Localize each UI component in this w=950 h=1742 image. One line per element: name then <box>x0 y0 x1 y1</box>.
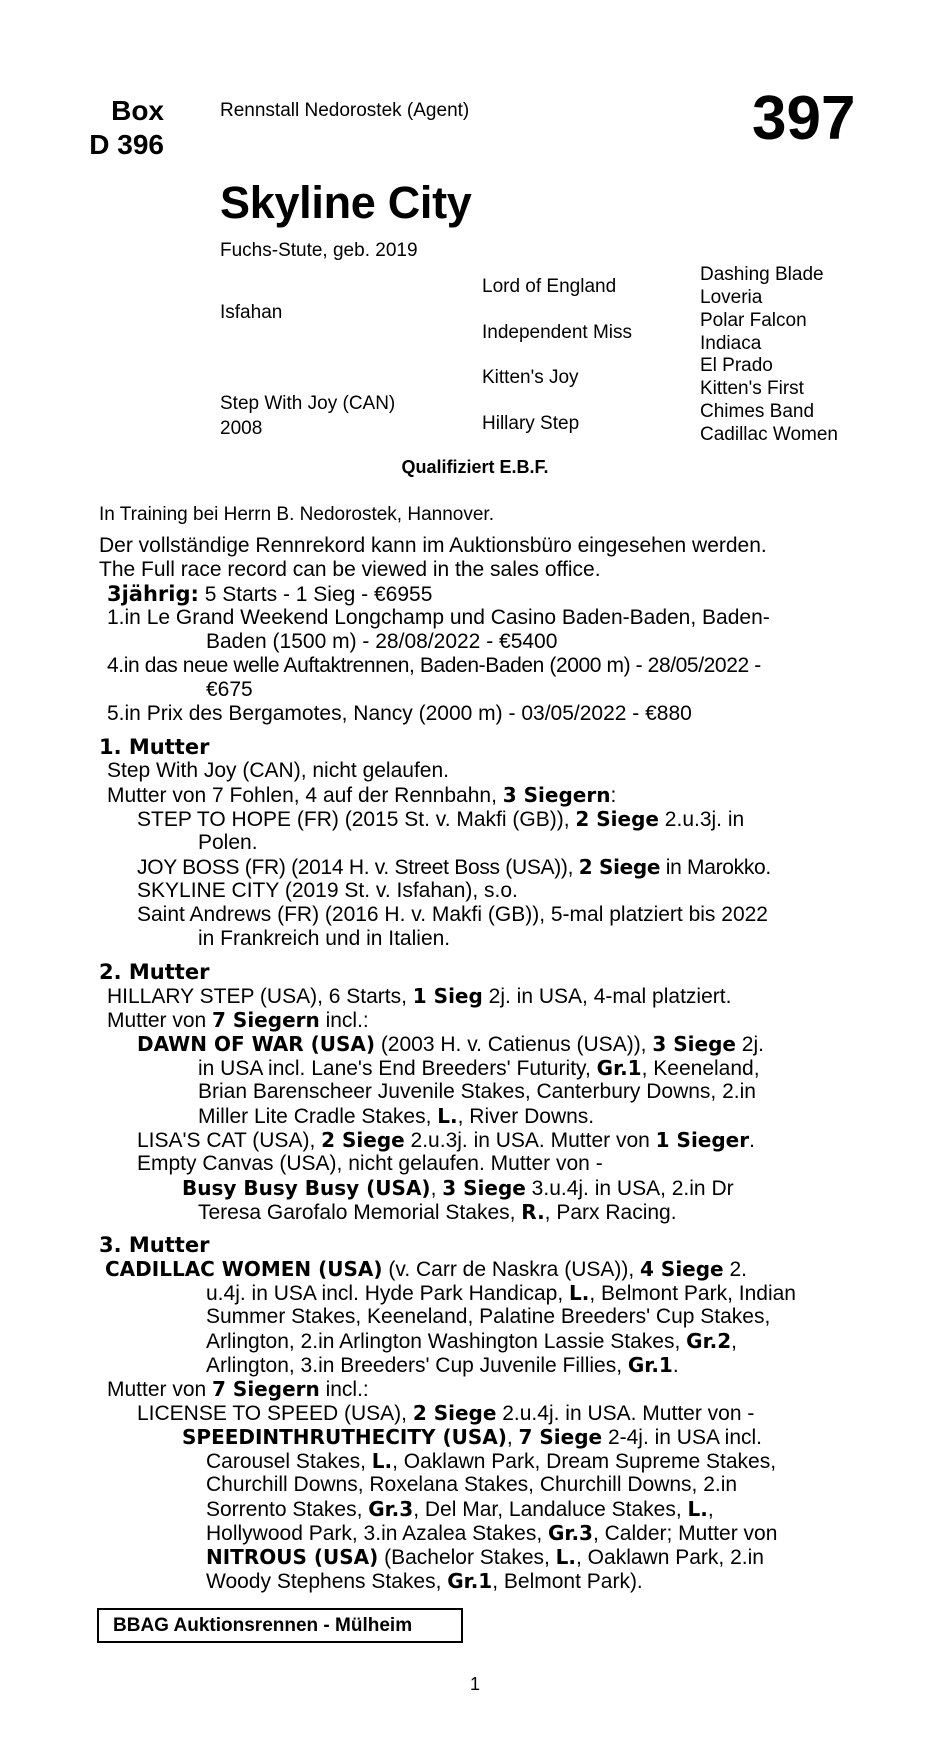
mutter3-produce: Mutter von 7 Siegern incl.: <box>107 1377 369 1401</box>
mutter1-produce: Mutter von 7 Fohlen, 4 auf der Rennbahn, 3 Siegern: <box>107 783 617 807</box>
mutter2-heading: 2. Mutter <box>99 960 210 984</box>
auction-race-box: BBAG Auktionsrennen - Mülheim <box>97 1608 463 1643</box>
race-result-1-cont: Baden (1500 m) - 28/08/2022 - €5400 <box>206 630 558 653</box>
mutter2-dam: HILLARY STEP (USA), 6 Starts, 1 Sieg 2j. in USA, 4-mal platziert. <box>107 984 732 1008</box>
horse-name: Skyline City <box>220 177 472 228</box>
pedigree-sire: Isfahan <box>220 302 283 323</box>
mutter2-offspring-lisas-cat: LISA'S CAT (USA), 2 Siege 2.u.3j. in USA. Mutter von 1 Sieger. <box>137 1128 755 1152</box>
race-result-1: 1.in Le Grand Weekend Longchamp und Casino Baden-Baden, Baden- <box>107 606 770 629</box>
mutter1-offspring-4: Saint Andrews (FR) (2016 H. v. Makfi (GB)), 5-mal platziert bis 2022 <box>137 903 768 926</box>
mutter3-offspring-license-to-speed: LICENSE TO SPEED (USA), 2 Siege 2.u.4j. in USA. Mutter von - <box>137 1401 755 1425</box>
mutter3-speedinthruthecity-cont-2: Churchill Downs, Roxelana Stakes, Churchill Downs, 2.in <box>206 1473 738 1496</box>
mutter2-busy-busy-busy: Busy Busy Busy (USA), 3 Siege 3.u.4j. in USA, 2.in Dr <box>182 1176 734 1200</box>
mutter1-offspring-3: SKYLINE CITY (2019 St. v. Isfahan), s.o. <box>137 879 518 902</box>
horse-description: Fuchs-Stute, geb. 2019 <box>220 240 418 261</box>
mutter2-dawn-of-war-cont-1: in USA incl. Lane's End Breeders' Futurity, Gr.1, Keeneland, <box>198 1056 760 1080</box>
pedigree-ggp-8: Cadillac Women <box>700 424 838 445</box>
mutter1-offspring-2: JOY BOSS (FR) (2014 H. v. Street Boss (USA)), 2 Siege in Marokko. <box>137 855 771 879</box>
race-result-2-cont: €675 <box>206 678 253 701</box>
pedigree-granddam-paternal: Independent Miss <box>482 322 632 343</box>
mutter3-dam-cont-2: Summer Stakes, Keeneland, Palatine Breeders' Cup Stakes, <box>206 1305 771 1328</box>
mutter2-offspring-empty-canvas: Empty Canvas (USA), nicht gelaufen. Mutter von - <box>137 1152 603 1175</box>
mutter2-busy-busy-busy-cont: Teresa Garofalo Memorial Stakes, R., Parx Racing. <box>198 1200 677 1224</box>
pedigree-dam-year: 2008 <box>220 418 263 439</box>
mutter1-heading: 1. Mutter <box>99 735 210 759</box>
mutter1-offspring-1: STEP TO HOPE (FR) (2015 St. v. Makfi (GB)), 2 Siege 2.u.3j. in <box>137 807 745 831</box>
training-info: In Training bei Herrn B. Nedorostek, Hannover. <box>99 504 494 525</box>
box-number: D 396 <box>89 129 164 160</box>
mutter3-nitrous-cont: Woody Stephens Stakes, Gr.1, Belmont Park). <box>206 1569 643 1593</box>
pedigree-granddam-maternal: Hillary Step <box>482 413 580 434</box>
mutter2-dawn-of-war-cont-2: Brian Barenscheer Juvenile Stakes, Canterbury Downs, 2.in <box>198 1080 756 1103</box>
pedigree-dam: Step With Joy (CAN) <box>220 393 396 414</box>
qualification: Qualifiziert E.B.F. <box>401 457 549 477</box>
page-number: 1 <box>469 1674 480 1694</box>
pedigree-ggp-7: Chimes Band <box>700 401 815 422</box>
mutter1-dam: Step With Joy (CAN), nicht gelaufen. <box>107 759 449 782</box>
mutter3-dam-cont-4: Arlington, 3.in Breeders' Cup Juvenile Fillies, Gr.1. <box>206 1353 679 1377</box>
mutter2-offspring-dawn-of-war: DAWN OF WAR (USA) (2003 H. v. Catienus (USA)), 3 Siege 2j. <box>137 1032 764 1056</box>
race-record-summary: 3jährig: 5 Starts - 1 Sieg - €6955 <box>107 582 433 606</box>
mutter3-speedinthruthecity-cont-1: Carousel Stakes, L., Oaklawn Park, Dream Supreme Stakes, <box>206 1449 777 1473</box>
pedigree-grandsire-maternal: Kitten's Joy <box>482 367 579 388</box>
lot-number: 397 <box>752 84 856 153</box>
mutter2-dawn-of-war-cont-3: Miller Lite Cradle Stakes, L., River Downs. <box>198 1104 595 1128</box>
mutter3-speedinthruthecity-cont-4: Hollywood Park, 3.in Azalea Stakes, Gr.3, Calder; Mutter von <box>206 1521 778 1545</box>
box-label <box>89 94 164 162</box>
mutter3-dam-cont-3: Arlington, 2.in Arlington Washington Lassie Stakes, Gr.2, <box>206 1329 737 1353</box>
consignor: Rennstall Nedorostek (Agent) <box>220 100 470 121</box>
mutter3-speedinthruthecity: SPEEDINTHRUTHECITY (USA), 7 Siege 2-4j. in USA incl. <box>182 1425 763 1449</box>
race-result-3: 5.in Prix des Bergamotes, Nancy (2000 m) - 03/05/2022 - €880 <box>107 702 692 725</box>
race-result-2: 4.in das neue welle Auftaktrennen, Baden-Baden (2000 m) - 28/05/2022 - <box>107 654 761 677</box>
mutter3-dam: CADILLAC WOMEN (USA) (v. Carr de Naskra (USA)), 4 Siege 2. <box>105 1257 747 1281</box>
box-line1: Box <box>111 95 164 126</box>
record-note-de: Der vollständige Rennrekord kann im Auktionsbüro eingesehen werden. <box>99 534 767 557</box>
pedigree-ggp-2: Loveria <box>700 287 763 308</box>
pedigree-ggp-3: Polar Falcon <box>700 310 807 331</box>
mutter3-speedinthruthecity-cont-3: Sorrento Stakes, Gr.3, Del Mar, Landaluce Stakes, L., <box>206 1497 714 1521</box>
mutter3-heading: 3. Mutter <box>99 1233 210 1257</box>
pedigree-ggp-6: Kitten's First <box>700 378 804 399</box>
mutter1-offspring-1-cont: Polen. <box>198 831 258 854</box>
mutter1-offspring-4-cont: in Frankreich und in Italien. <box>198 927 451 950</box>
race-record-age: 3jährig: <box>107 582 199 606</box>
pedigree-ggp-5: El Prado <box>700 355 773 376</box>
pedigree-grandsire-paternal: Lord of England <box>482 276 617 297</box>
pedigree-ggp-1: Dashing Blade <box>700 264 824 285</box>
mutter3-dam-cont-1: u.4j. in USA incl. Hyde Park Handicap, L., Belmont Park, Indian <box>206 1281 796 1305</box>
mutter2-produce: Mutter von 7 Siegern incl.: <box>107 1008 369 1032</box>
pedigree-ggp-4: Indiaca <box>700 333 762 354</box>
record-note-en: The Full race record can be viewed in the sales office. <box>99 558 601 581</box>
mutter3-nitrous: NITROUS (USA) (Bachelor Stakes, L., Oaklawn Park, 2.in <box>206 1545 764 1569</box>
